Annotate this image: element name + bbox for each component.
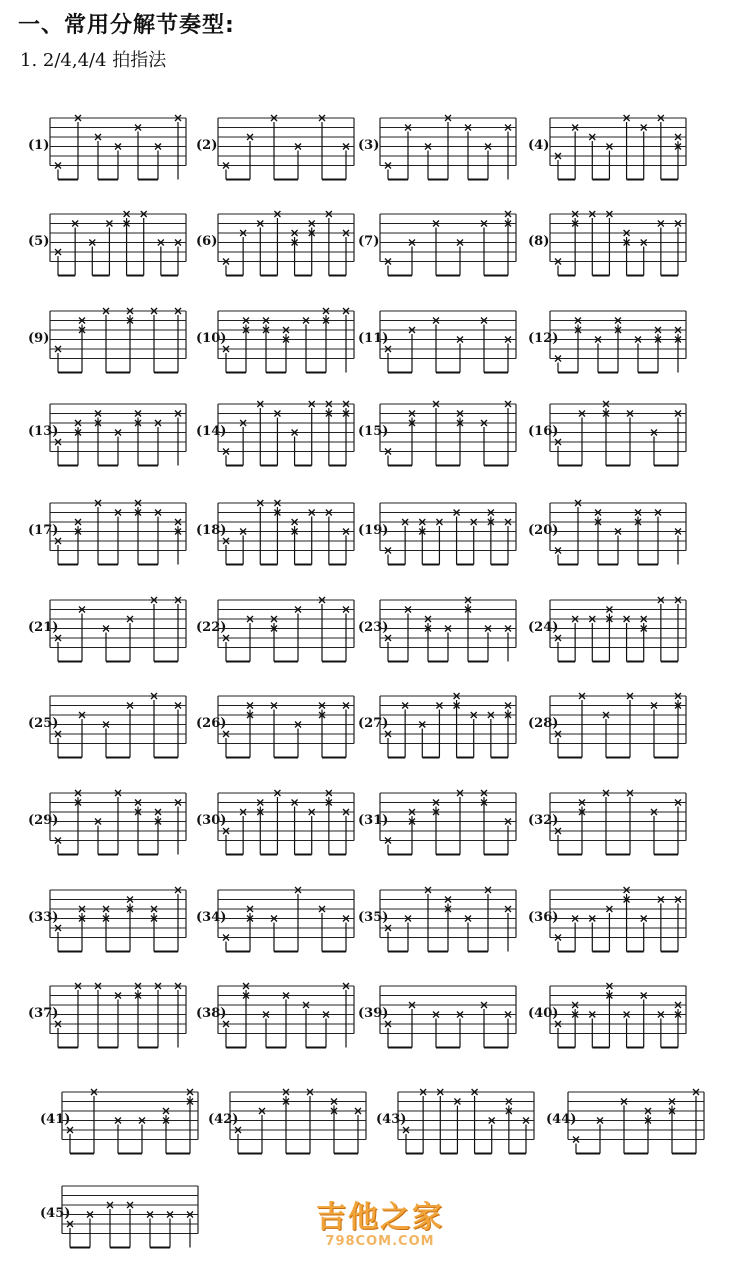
watermark-logo-text: 吉他之家	[316, 1200, 444, 1235]
tab-staff	[528, 108, 688, 188]
pattern-number: (12)	[528, 331, 559, 346]
rhythm-pattern	[196, 398, 361, 478]
pattern-number: (1)	[28, 138, 50, 153]
rhythm-pattern	[528, 787, 693, 867]
pattern-number: (5)	[28, 234, 50, 249]
pattern-number: (31)	[358, 813, 389, 828]
pattern-number: (11)	[358, 331, 389, 346]
rhythm-pattern	[358, 884, 523, 964]
rhythm-pattern	[28, 112, 193, 192]
pattern-number: (26)	[196, 716, 227, 731]
rhythm-pattern	[28, 305, 193, 385]
pattern-number: (2)	[196, 138, 218, 153]
tab-staff	[40, 1176, 200, 1256]
pattern-number: (37)	[28, 1006, 59, 1021]
tab-staff	[28, 783, 188, 863]
tab-staff	[528, 880, 688, 960]
page-title: 一、常用分解节奏型:	[18, 13, 235, 38]
tab-staff	[196, 686, 356, 766]
tab-staff	[358, 108, 518, 188]
tab-staff	[528, 783, 688, 863]
rhythm-pattern	[358, 594, 523, 674]
rhythm-pattern	[358, 398, 523, 478]
rhythm-pattern	[528, 690, 693, 770]
tab-staff	[28, 976, 188, 1056]
tab-staff	[28, 590, 188, 670]
tab-staff	[528, 301, 688, 381]
rhythm-pattern	[196, 884, 361, 964]
pattern-number: (24)	[528, 620, 559, 635]
rhythm-pattern	[28, 690, 193, 770]
pattern-number: (10)	[196, 331, 227, 346]
pattern-number: (38)	[196, 1006, 227, 1021]
pattern-number: (27)	[358, 716, 389, 731]
pattern-number: (28)	[528, 716, 559, 731]
rhythm-pattern	[28, 208, 193, 288]
pattern-number: (9)	[28, 331, 50, 346]
rhythm-pattern	[28, 980, 193, 1060]
tab-staff	[28, 493, 188, 573]
pattern-number: (42)	[208, 1112, 239, 1127]
tab-staff	[196, 394, 356, 474]
pattern-number: (18)	[196, 523, 227, 538]
tab-staff	[358, 686, 518, 766]
tab-staff	[196, 108, 356, 188]
pattern-number: (3)	[358, 138, 380, 153]
pattern-number: (34)	[196, 910, 227, 925]
tab-staff	[358, 783, 518, 863]
rhythm-pattern	[28, 884, 193, 964]
rhythm-pattern	[40, 1086, 205, 1166]
tab-staff	[358, 301, 518, 381]
tab-staff	[28, 686, 188, 766]
rhythm-pattern	[196, 305, 361, 385]
pattern-number: (6)	[196, 234, 218, 249]
tab-staff	[528, 204, 688, 284]
rhythm-pattern	[40, 1180, 205, 1260]
tab-staff	[208, 1082, 368, 1162]
pattern-number: (30)	[196, 813, 227, 828]
pattern-number: (15)	[358, 424, 389, 439]
pattern-number: (14)	[196, 424, 227, 439]
watermark	[300, 1192, 460, 1249]
tab-staff	[196, 783, 356, 863]
pattern-number: (23)	[358, 620, 389, 635]
rhythm-pattern	[196, 690, 361, 770]
pattern-number: (44)	[546, 1112, 577, 1127]
pattern-number: (39)	[358, 1006, 389, 1021]
tab-staff	[528, 686, 688, 766]
pattern-number: (22)	[196, 620, 227, 635]
rhythm-pattern	[528, 305, 693, 385]
rhythm-pattern	[358, 497, 523, 577]
rhythm-pattern	[28, 594, 193, 674]
pattern-number: (32)	[528, 813, 559, 828]
tab-staff	[376, 1082, 536, 1162]
rhythm-pattern	[358, 208, 523, 288]
tab-staff	[358, 394, 518, 474]
pattern-number: (45)	[40, 1206, 71, 1221]
tab-staff	[28, 301, 188, 381]
tab-staff	[196, 301, 356, 381]
rhythm-pattern	[196, 497, 361, 577]
rhythm-pattern	[28, 787, 193, 867]
pattern-number: (41)	[40, 1112, 71, 1127]
tab-staff	[28, 204, 188, 284]
tab-staff	[196, 976, 356, 1056]
rhythm-pattern	[358, 690, 523, 770]
pattern-number: (4)	[528, 138, 550, 153]
rhythm-pattern	[528, 398, 693, 478]
tab-staff	[28, 108, 188, 188]
rhythm-pattern	[196, 594, 361, 674]
tab-staff	[196, 204, 356, 284]
pattern-number: (35)	[358, 910, 389, 925]
rhythm-pattern	[358, 980, 523, 1060]
tab-staff	[196, 880, 356, 960]
pattern-number: (33)	[28, 910, 59, 925]
tab-staff	[40, 1082, 200, 1162]
rhythm-pattern	[196, 208, 361, 288]
pattern-number: (17)	[28, 523, 59, 538]
pattern-number: (19)	[358, 523, 389, 538]
rhythm-pattern	[196, 980, 361, 1060]
pattern-number: (16)	[528, 424, 559, 439]
rhythm-pattern	[358, 305, 523, 385]
watermark-url: 798COM.COM	[325, 1234, 435, 1249]
rhythm-pattern	[208, 1086, 373, 1166]
tab-staff	[358, 880, 518, 960]
pattern-number: (29)	[28, 813, 59, 828]
tab-staff	[358, 493, 518, 573]
rhythm-pattern	[376, 1086, 541, 1166]
pattern-number: (8)	[528, 234, 550, 249]
tab-staff	[528, 590, 688, 670]
tab-staff	[528, 394, 688, 474]
rhythm-pattern	[528, 594, 693, 674]
pattern-number: (21)	[28, 620, 59, 635]
rhythm-pattern	[528, 497, 693, 577]
pattern-number: (25)	[28, 716, 59, 731]
pattern-number: (40)	[528, 1006, 559, 1021]
rhythm-pattern	[196, 112, 361, 192]
tab-staff	[28, 880, 188, 960]
pattern-number: (13)	[28, 424, 59, 439]
pattern-number: (36)	[528, 910, 559, 925]
tab-staff	[546, 1082, 706, 1162]
rhythm-pattern	[358, 787, 523, 867]
section-subtitle: 1. 2/4,4/4 拍指法	[20, 50, 167, 71]
tab-staff	[528, 493, 688, 573]
pattern-number: (43)	[376, 1112, 407, 1127]
tab-staff	[358, 976, 518, 1056]
pattern-number: (20)	[528, 523, 559, 538]
tab-staff	[358, 204, 518, 284]
rhythm-pattern	[28, 497, 193, 577]
tab-staff	[28, 394, 188, 474]
rhythm-pattern	[546, 1086, 711, 1166]
rhythm-pattern	[528, 208, 693, 288]
rhythm-pattern	[528, 112, 693, 192]
rhythm-pattern	[358, 112, 523, 192]
tab-staff	[358, 590, 518, 670]
tab-staff	[528, 976, 688, 1056]
tab-staff	[196, 590, 356, 670]
rhythm-pattern	[196, 787, 361, 867]
pattern-number: (7)	[358, 234, 380, 249]
tab-staff	[196, 493, 356, 573]
rhythm-pattern	[528, 884, 693, 964]
rhythm-pattern	[28, 398, 193, 478]
rhythm-pattern	[528, 980, 693, 1060]
